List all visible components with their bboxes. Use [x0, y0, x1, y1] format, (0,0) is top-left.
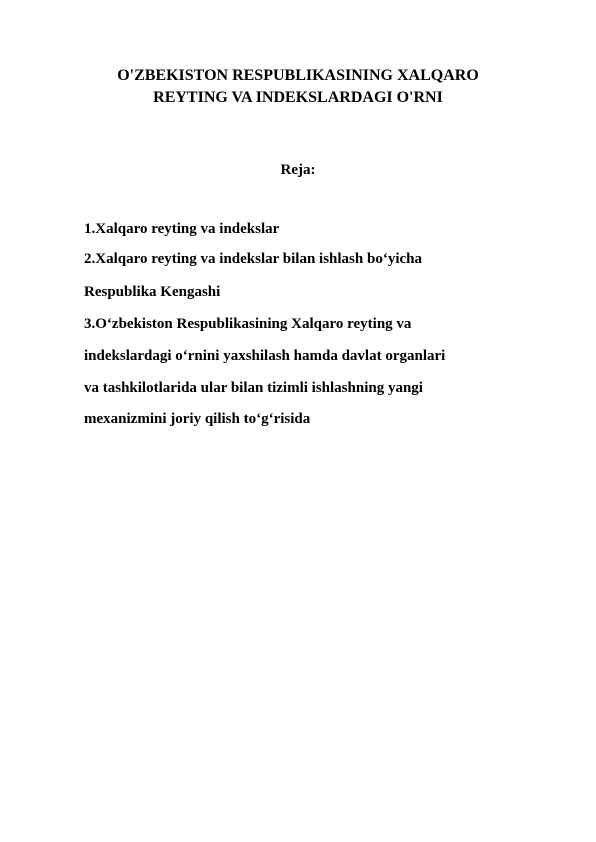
plan-line-7: mexanizmini joriy qilish to‘g‘risida: [84, 411, 311, 427]
plan-line-4: 3.O‘zbekiston Respublikasining Xalqaro reyting va: [84, 316, 412, 332]
plan-heading: Reja:: [280, 162, 316, 178]
plan-line-6: va tashkilotlarida ular bilan tizimli ishlashning yangi: [84, 380, 423, 396]
plan-line-2: 2.Xalqaro reyting va indekslar bilan ishlash bo‘yicha: [84, 251, 422, 267]
document-title-line-2: REYTING VA INDEKSLARDAGI O'RNI: [153, 89, 443, 106]
plan-line-5: indekslardagi o‘rnini yaxshilash hamda davlat organlari: [84, 348, 446, 364]
plan-line-3: Respublika Kengashi: [84, 284, 221, 300]
plan-line-1: 1.Xalqaro reyting va indekslar: [84, 221, 280, 237]
document-title-line-1: O'ZBEKISTON RESPUBLIKASINING XALQARO: [117, 67, 479, 84]
